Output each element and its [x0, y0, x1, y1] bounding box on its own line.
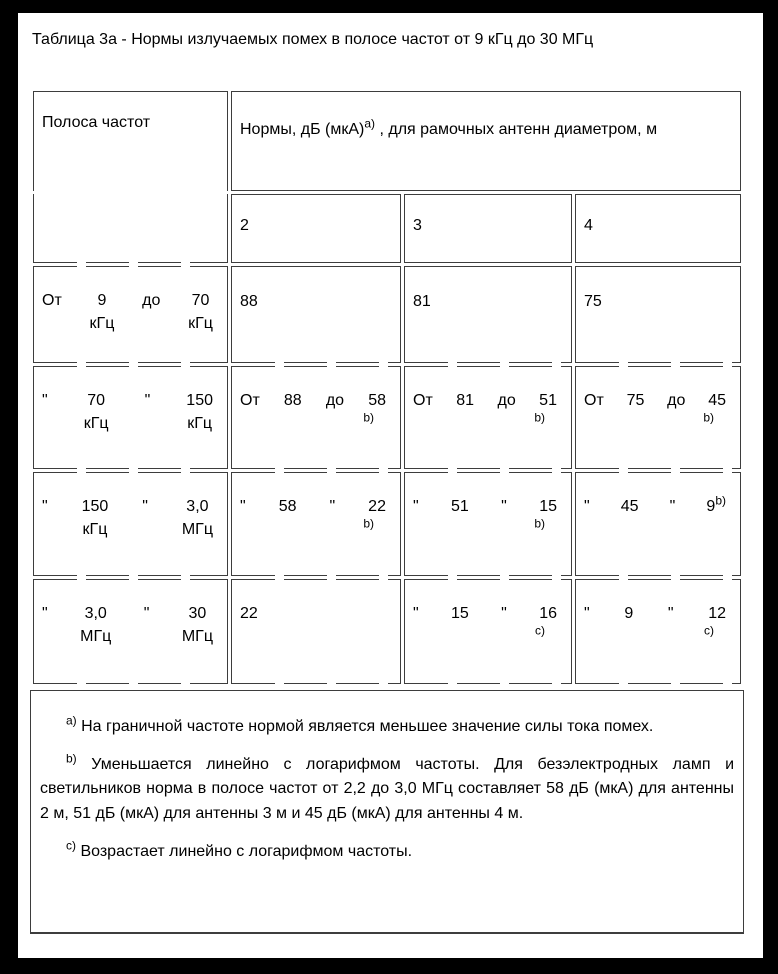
freq-token: ": [42, 391, 48, 409]
value-token: до: [667, 391, 686, 409]
value-token: 58: [278, 497, 297, 515]
footnote-ref: b): [715, 493, 726, 508]
footnote-a-marker: а): [66, 713, 77, 728]
value-token: до: [325, 391, 345, 409]
footnote-a: [40, 715, 734, 740]
norms-header-text-suffix: , для рамочных антенн диаметром, м: [375, 120, 658, 138]
footnote-c-marker: c): [66, 838, 76, 853]
value-token: 15: [539, 497, 557, 515]
freq-token: От: [42, 291, 62, 309]
value-text: 75: [584, 292, 602, 310]
norms-table: [30, 88, 744, 687]
value-cell: [231, 579, 401, 684]
freq-band-cell: [33, 266, 228, 363]
footnote-a-text: На граничной частоте нормой является меньшее значение силы тока помех.: [81, 717, 654, 735]
value-token: ": [669, 497, 676, 515]
value-cell: [404, 472, 572, 576]
footnote-ref: b): [534, 516, 545, 531]
value-token: 45: [620, 497, 639, 515]
value-token: 9: [624, 604, 634, 622]
freq-token: ": [42, 497, 48, 515]
value-cell: [404, 366, 572, 469]
table-row: [33, 579, 741, 684]
footnote-ref-a: а): [364, 116, 376, 131]
value-token: 45: [708, 391, 726, 409]
footnotes-box: [30, 690, 744, 934]
value-token: ": [413, 497, 419, 515]
value-token: ": [584, 497, 590, 515]
freq-token: 70 кГц: [83, 391, 109, 432]
footnote-ref: b): [703, 410, 715, 425]
freq-token: 150 кГц: [81, 497, 109, 538]
freq-token: 150 кГц: [186, 391, 213, 432]
value-cell: [231, 266, 401, 363]
freq-token: 3,0 МГц: [181, 497, 213, 538]
document-page: [18, 13, 763, 958]
norms-header-cell: [231, 91, 741, 191]
freq-band-cell: [33, 366, 228, 469]
value-token: От: [413, 391, 433, 409]
value-cell: [404, 266, 572, 363]
value-token: до: [497, 391, 516, 409]
value-cell: [575, 472, 741, 576]
value-token: ": [329, 497, 336, 515]
value-token: ": [413, 604, 419, 622]
value-token: ": [584, 604, 590, 622]
value-token: 88: [283, 391, 302, 409]
footnote-b: [40, 753, 734, 827]
footnote-b-marker: b): [66, 751, 77, 766]
value-token: ": [667, 604, 674, 622]
freq-band-cell: [33, 579, 228, 684]
freq-token: до: [142, 291, 161, 309]
freq-token: ": [143, 604, 150, 622]
value-token: 51: [539, 391, 557, 409]
value-token: 9$^{b)}$: [706, 493, 726, 515]
footnote-ref: c): [704, 623, 715, 638]
header-row-diameters: [33, 194, 741, 263]
value-token: ": [501, 497, 507, 515]
value-token: 12: [708, 604, 726, 622]
freq-token: ": [142, 497, 148, 515]
freq-token: 9 кГц: [89, 291, 115, 332]
value-text: 81: [413, 292, 431, 310]
freq-token: 3,0 МГц: [80, 604, 112, 645]
freq-band-header-spacer-cell: [33, 194, 228, 263]
value-token: 58: [368, 391, 386, 409]
value-cell: [404, 579, 572, 684]
value-token: От: [584, 391, 604, 409]
freq-band-cell: [33, 472, 228, 576]
footnote-b-text: Уменьшается линейно с логарифмом частоты. Для безэлектродных ламп и светильников норма в полосе частот от 2,2 до 3,0 МГц составляет 58 дБ (мкА) для антенны 2 м, 51 дБ (мкА) для антенны 3 м и 45 дБ (мкА) для антенны 4 м.: [40, 755, 735, 823]
diameter-col-header-3: 3: [404, 194, 572, 263]
footnote-ref: c): [535, 623, 545, 638]
value-cell: [231, 472, 401, 576]
value-text: 22: [240, 604, 258, 622]
table-row: [33, 266, 741, 363]
value-token: 51: [451, 497, 469, 515]
table-row: [33, 472, 741, 576]
value-text: 88: [240, 292, 258, 310]
value-token: ": [240, 497, 246, 515]
value-cell: [575, 579, 741, 684]
value-token: 16: [539, 604, 557, 622]
freq-token: 70 кГц: [188, 291, 213, 332]
value-token: От: [240, 391, 260, 409]
footnote-ref: b): [363, 410, 374, 425]
freq-band-header-label: Полоса частот: [42, 113, 151, 131]
diameter-col-header-4: 4: [575, 194, 741, 263]
value-token: 81: [456, 391, 475, 409]
freq-token: 30 МГц: [181, 604, 213, 645]
freq-token: ": [42, 604, 48, 622]
freq-band-header-cell: [33, 91, 228, 191]
footnote-ref: b): [363, 516, 374, 531]
table-row: [33, 366, 741, 469]
value-cell: [575, 366, 741, 469]
norms-header-text: Нормы, дБ (мкА): [240, 120, 365, 138]
value-cell: [575, 266, 741, 363]
value-token: 22: [368, 497, 386, 515]
footnote-c-text: Возрастает линейно с логарифмом частоты.: [80, 842, 413, 860]
footnote-ref: b): [534, 410, 545, 425]
freq-token: ": [144, 391, 151, 409]
value-token: ": [501, 604, 507, 622]
diameter-col-header-2: 2: [231, 194, 401, 263]
header-row-groups: [33, 91, 741, 191]
value-cell: [231, 366, 401, 469]
page-title: Таблица 3а - Нормы излучаемых помех в полосе частот от 9 кГц до 30 МГц: [32, 31, 594, 48]
value-token: 15: [451, 604, 469, 622]
footnote-c: [40, 840, 734, 865]
value-token: 75: [626, 391, 645, 409]
